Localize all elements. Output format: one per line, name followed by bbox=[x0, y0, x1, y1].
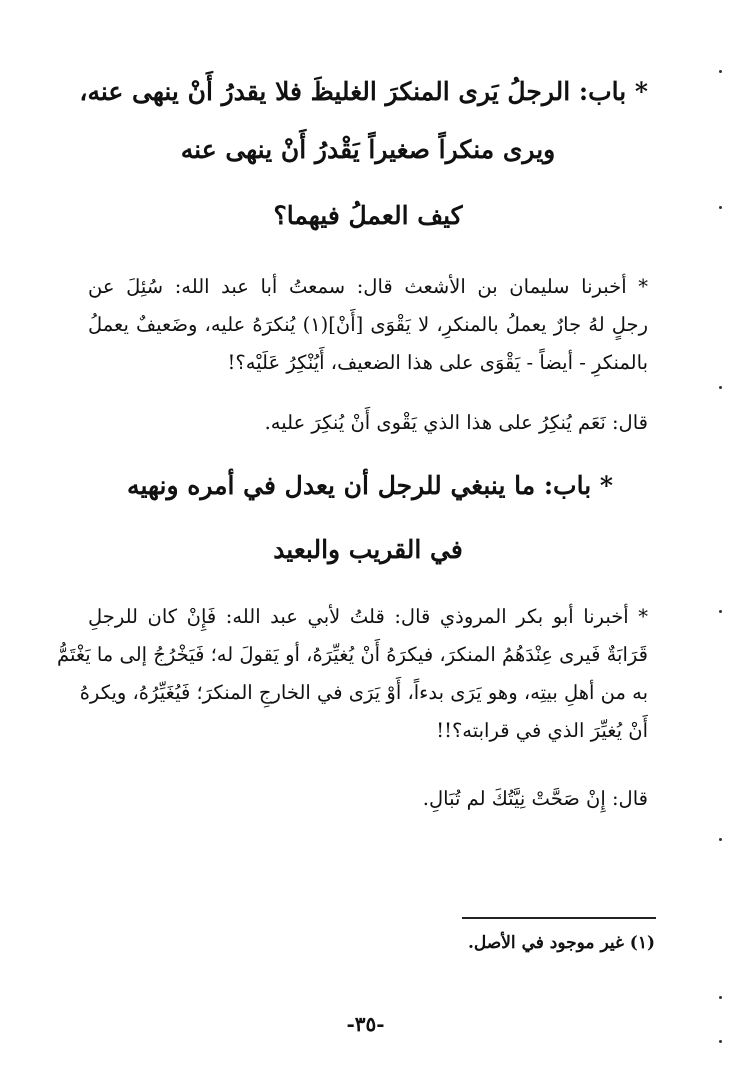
paragraph-line: قال: نَعَم يُنكِرُ على هذا الذي يَقْوى أَنْ يُنكِرَ عليه. bbox=[264, 411, 648, 434]
paragraph-line: به من أهلِ بيتِه، وهو يَرَى بدءاً، أَوْ يَرَى في الخارجِ المنكرَ؛ فَيُغَيِّرُهُ، ويكرهُ bbox=[79, 681, 648, 704]
narration-paragraph-2 bbox=[56, 598, 648, 750]
scan-speck bbox=[719, 838, 722, 841]
chapter-heading-line-3: كيف العملُ فيهما؟ bbox=[273, 201, 463, 230]
scan-speck bbox=[719, 610, 722, 613]
paragraph-line: * أخبرنا أبو بكر المروذي قال: قلتُ لأبي عبد الله: فَإِنْ كان للرجلِ bbox=[88, 605, 648, 628]
scan-speck bbox=[719, 206, 722, 209]
scan-speck bbox=[719, 1040, 722, 1043]
chapter-heading-2-line-2: في القريب والبعيد bbox=[273, 535, 463, 564]
chapter-heading-line-2: ويرى منكراً صغيراً يَقْدرُ أَنْ ينهى عنه bbox=[180, 135, 556, 164]
paragraph-line: * أخبرنا سليمان بن الأشعث قال: سمعتُ أبا عبد الله: سُئِلَ عن bbox=[88, 275, 648, 298]
paragraph-line: قال: إِنْ صَحَّتْ نِيَّتُكَ لم تُبَالِ. bbox=[422, 787, 648, 810]
footnote: (١) غير موجود في الأصل. bbox=[468, 933, 655, 953]
paragraph-line: رجلٍ لهُ جارٌ يعملُ بالمنكرِ، لا يَقْوَى [أَنْ](١) يُنكرَهُ عليه، وضَعيفٌ يعملُ bbox=[88, 313, 648, 336]
answer-paragraph-2 bbox=[88, 780, 648, 818]
scan-speck bbox=[719, 70, 722, 73]
paragraph-line: بالمنكرِ - أيضاً - يَقْوَى على هذا الضعيف، أَيُنْكِرُ عَلَيْه؟! bbox=[227, 351, 648, 374]
footnote-divider bbox=[462, 917, 656, 919]
paragraph-line: أَنْ يُغيِّرَ الذي في قرابته؟!! bbox=[436, 719, 648, 742]
chapter-heading-line-1: * باب: الرجلُ يَرى المنكرَ الغليظَ فلا يقدرُ أَنْ ينهى عنه، bbox=[79, 77, 648, 106]
answer-paragraph-1 bbox=[88, 404, 648, 442]
page-number: -٣٥- bbox=[346, 1012, 385, 1036]
scan-speck bbox=[719, 996, 722, 999]
chapter-heading-2-line-1: * باب: ما ينبغي للرجل أن يعدل في أمره ونهيه bbox=[127, 471, 613, 500]
paragraph-line: قَرَابَةٌ فَيرى عِنْدَهُمُ المنكرَ، فيكرَهُ أَنْ يُغيِّرَهُ، أو يَقولَ له؛ فَيَخْرُجُ إلى ما يَغْتَمُّ bbox=[56, 643, 648, 666]
scan-speck bbox=[719, 386, 722, 389]
narration-paragraph-1 bbox=[88, 268, 648, 382]
